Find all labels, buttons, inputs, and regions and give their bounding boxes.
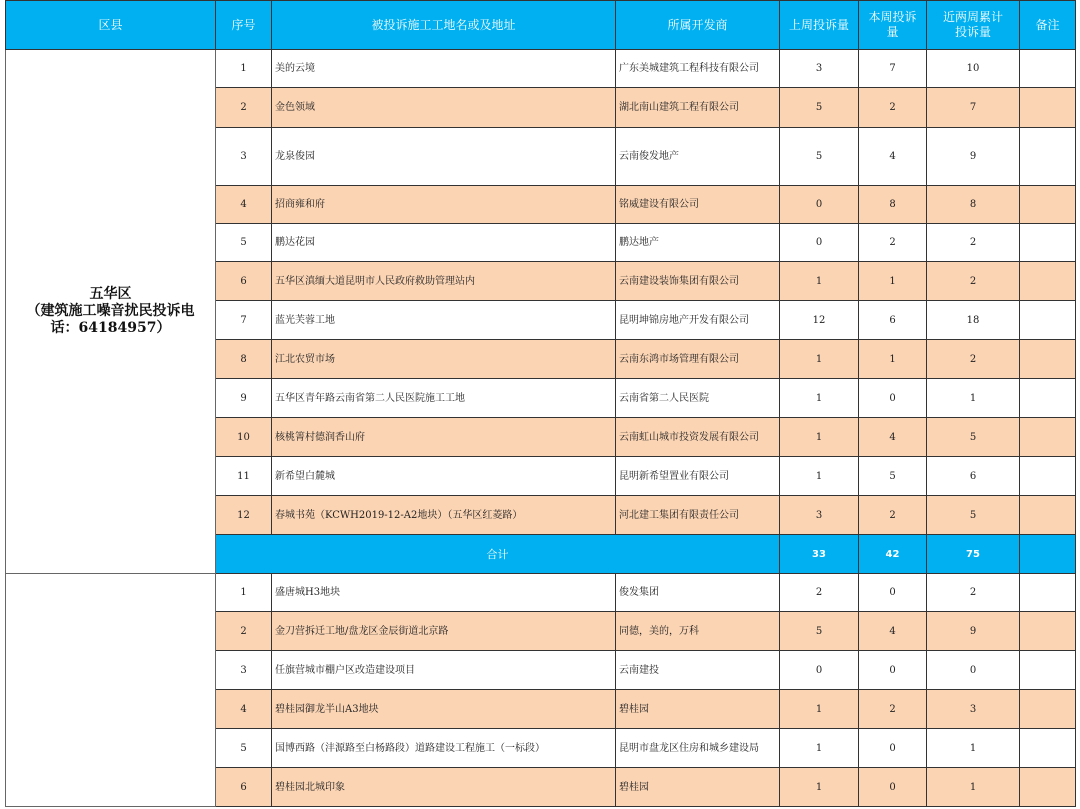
last-week-cell: 1: [780, 418, 859, 457]
remark-cell: [1020, 612, 1076, 651]
this-week-cell: 2: [859, 224, 927, 262]
remark-cell: [1020, 457, 1076, 496]
site-cell: 春城书苑（KCWH2019-12-A2地块）（五华区红菱路）: [272, 496, 616, 535]
last-week-cell: 1: [780, 768, 859, 807]
last-week-cell: 0: [780, 224, 859, 262]
district-name: 五华区: [89, 286, 132, 302]
this-week-cell: 4: [859, 128, 927, 186]
col-header-developer: 所属开发商: [616, 1, 780, 50]
developer-cell: 河北建工集团有限责任公司: [616, 496, 780, 535]
col-header-seq: 序号: [216, 1, 272, 50]
col-header-last-week: 上周投诉量: [780, 1, 859, 50]
seq-cell: 11: [216, 457, 272, 496]
site-cell: 盛唐城H3地块: [272, 574, 616, 612]
developer-cell: 昆明新希望置业有限公司: [616, 457, 780, 496]
site-cell: 美的云境: [272, 50, 616, 88]
seq-cell: 1: [216, 574, 272, 612]
two-week-total-cell: 8: [927, 186, 1020, 224]
last-week-cell: 1: [780, 457, 859, 496]
col-header-site: 被投诉施工工地名或及地址: [272, 1, 616, 50]
this-week-cell: 2: [859, 496, 927, 535]
last-week-cell: 5: [780, 88, 859, 128]
this-week-cell: 1: [859, 340, 927, 379]
district-note: （建筑施工噪音扰民投诉电话：64184957）: [26, 303, 195, 336]
site-cell: 任旗营城市棚户区改造建设项目: [272, 651, 616, 690]
remark-cell: [1020, 186, 1076, 224]
col-header-district: 区县: [6, 1, 216, 50]
two-week-total-cell: 5: [927, 496, 1020, 535]
developer-cell: 铭威建设有限公司: [616, 186, 780, 224]
this-week-cell: 2: [859, 88, 927, 128]
developer-cell: 鹏达地产: [616, 224, 780, 262]
two-week-total-cell: 2: [927, 224, 1020, 262]
remark-cell: [1020, 651, 1076, 690]
seq-cell: 6: [216, 262, 272, 301]
seq-cell: 8: [216, 340, 272, 379]
seq-cell: 9: [216, 379, 272, 418]
developer-cell: 云南俊发地产: [616, 128, 780, 186]
this-week-cell: 0: [859, 651, 927, 690]
remark-cell: [1020, 301, 1076, 340]
site-cell: 龙泉俊园: [272, 128, 616, 186]
remark-cell: [1020, 88, 1076, 128]
remark-cell: [1020, 729, 1076, 768]
subtotal-two-week-total: 75: [927, 535, 1020, 574]
this-week-cell: 0: [859, 729, 927, 768]
remark-cell: [1020, 50, 1076, 88]
two-week-total-cell: 6: [927, 457, 1020, 496]
seq-cell: 2: [216, 612, 272, 651]
developer-cell: 俊发集团: [616, 574, 780, 612]
last-week-cell: 1: [780, 690, 859, 729]
this-week-cell: 1: [859, 262, 927, 301]
two-week-total-cell: 18: [927, 301, 1020, 340]
this-week-cell: 2: [859, 690, 927, 729]
remark-cell: [1020, 224, 1076, 262]
site-cell: 蓝光芙蓉工地: [272, 301, 616, 340]
subtotal-remark: [1020, 535, 1076, 574]
this-week-cell: 0: [859, 768, 927, 807]
two-week-total-cell: 2: [927, 574, 1020, 612]
seq-cell: 4: [216, 690, 272, 729]
developer-cell: 湖北南山建筑工程有限公司: [616, 88, 780, 128]
last-week-cell: 1: [780, 379, 859, 418]
this-week-cell: 4: [859, 612, 927, 651]
seq-cell: 3: [216, 128, 272, 186]
developer-cell: 昆明坤锦房地产开发有限公司: [616, 301, 780, 340]
two-week-total-cell: 10: [927, 50, 1020, 88]
two-week-total-cell: 2: [927, 340, 1020, 379]
complaint-table: [5, 0, 1076, 807]
seq-cell: 2: [216, 88, 272, 128]
site-cell: 金色领域: [272, 88, 616, 128]
last-week-cell: 2: [780, 574, 859, 612]
this-week-cell: 0: [859, 379, 927, 418]
site-cell: 碧桂园御龙半山A3地块: [272, 690, 616, 729]
site-cell: 五华区青年路云南省第二人民医院施工工地: [272, 379, 616, 418]
developer-cell: 云南建投: [616, 651, 780, 690]
last-week-cell: 5: [780, 128, 859, 186]
last-week-cell: 0: [780, 651, 859, 690]
this-week-cell: 0: [859, 574, 927, 612]
site-cell: 国博西路（沣源路至白杨路段）道路建设工程施工（一标段）: [272, 729, 616, 768]
last-week-cell: 5: [780, 612, 859, 651]
site-cell: 招商雍和府: [272, 186, 616, 224]
two-week-total-cell: 7: [927, 88, 1020, 128]
site-cell: 核桃箐村德润香山府: [272, 418, 616, 457]
two-week-total-cell: 0: [927, 651, 1020, 690]
subtotal-this-week: 42: [859, 535, 927, 574]
two-week-total-cell: 1: [927, 768, 1020, 807]
developer-cell: 碧桂园: [616, 768, 780, 807]
remark-cell: [1020, 768, 1076, 807]
seq-cell: 7: [216, 301, 272, 340]
remark-cell: [1020, 340, 1076, 379]
remark-cell: [1020, 128, 1076, 186]
developer-cell: 碧桂园: [616, 690, 780, 729]
two-week-total-cell: 2: [927, 262, 1020, 301]
this-week-cell: 6: [859, 301, 927, 340]
site-cell: 金刀营拆迁工地/盘龙区金辰街道北京路: [272, 612, 616, 651]
two-week-total-cell: 5: [927, 418, 1020, 457]
district-cell: [6, 50, 216, 574]
two-week-total-cell: 3: [927, 690, 1020, 729]
last-week-cell: 1: [780, 729, 859, 768]
site-cell: 碧桂园北城印象: [272, 768, 616, 807]
remark-cell: [1020, 418, 1076, 457]
two-week-total-cell: 1: [927, 379, 1020, 418]
developer-cell: 广东美城建筑工程科技有限公司: [616, 50, 780, 88]
last-week-cell: 0: [780, 186, 859, 224]
seq-cell: 12: [216, 496, 272, 535]
last-week-cell: 1: [780, 262, 859, 301]
last-week-cell: 3: [780, 50, 859, 88]
two-week-total-cell: 9: [927, 128, 1020, 186]
subtotal-last-week: 33: [780, 535, 859, 574]
seq-cell: 5: [216, 224, 272, 262]
last-week-cell: 3: [780, 496, 859, 535]
header-row: [6, 1, 1076, 50]
remark-cell: [1020, 379, 1076, 418]
remark-cell: [1020, 574, 1076, 612]
developer-cell: 云南东鸿市场管理有限公司: [616, 340, 780, 379]
subtotal-label: 合计: [216, 535, 780, 574]
last-week-cell: 1: [780, 340, 859, 379]
site-cell: 新希望白麓城: [272, 457, 616, 496]
site-cell: 五华区滇缅大道昆明市人民政府救助管理站内: [272, 262, 616, 301]
developer-cell: 昆明市盘龙区住房和城乡建设局: [616, 729, 780, 768]
site-cell: 江北农贸市场: [272, 340, 616, 379]
seq-cell: 6: [216, 768, 272, 807]
this-week-cell: 5: [859, 457, 927, 496]
developer-cell: 云南虹山城市投资发展有限公司: [616, 418, 780, 457]
remark-cell: [1020, 262, 1076, 301]
site-cell: 鹏达花园: [272, 224, 616, 262]
seq-cell: 1: [216, 50, 272, 88]
developer-cell: 云南建设装饰集团有限公司: [616, 262, 780, 301]
table-row: [6, 50, 1076, 88]
table-row: [6, 574, 1076, 612]
seq-cell: 3: [216, 651, 272, 690]
last-week-cell: 12: [780, 301, 859, 340]
remark-cell: [1020, 690, 1076, 729]
this-week-cell: 8: [859, 186, 927, 224]
this-week-cell: 4: [859, 418, 927, 457]
district-cell: [6, 574, 216, 807]
col-header-two-week-total: 近两周累计投诉量: [927, 1, 1020, 50]
seq-cell: 10: [216, 418, 272, 457]
col-header-remarks: 备注: [1020, 1, 1076, 50]
this-week-cell: 7: [859, 50, 927, 88]
developer-cell: 同德，美的，万科: [616, 612, 780, 651]
remark-cell: [1020, 496, 1076, 535]
seq-cell: 4: [216, 186, 272, 224]
seq-cell: 5: [216, 729, 272, 768]
developer-cell: 云南省第二人民医院: [616, 379, 780, 418]
two-week-total-cell: 1: [927, 729, 1020, 768]
col-header-this-week: 本周投诉量: [859, 1, 927, 50]
two-week-total-cell: 9: [927, 612, 1020, 651]
